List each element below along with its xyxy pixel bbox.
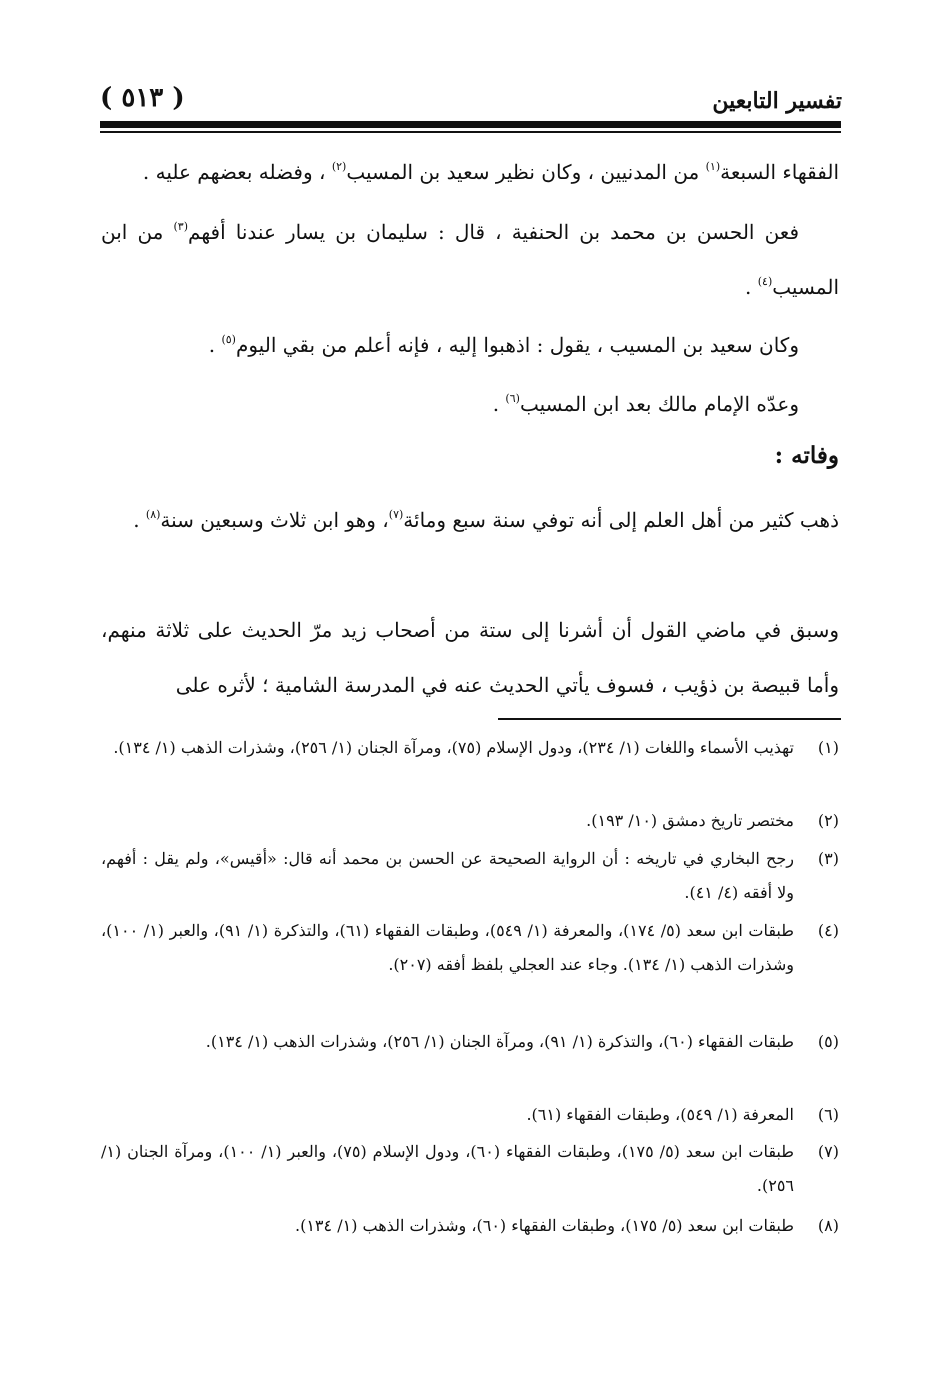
- section-heading: وفاته :: [774, 442, 839, 469]
- footnote-1: [101, 731, 839, 765]
- footnote-ref[interactable]: (٦): [505, 392, 520, 405]
- footnote-6: [101, 1098, 839, 1132]
- footnote-ref[interactable]: (١): [705, 160, 721, 173]
- footnote-number: (٦): [817, 1105, 839, 1124]
- footnote-number: (٨): [817, 1216, 839, 1235]
- footnote-text: طبقات ابن سعد (٥/ ١٧٥)، وطبقات الفقهاء (٦٠)، ودول الإسلام (٧٥)، والعبر (١/ ١٠٠)، ومرآة الجنان (١/ ٢٥٦).: [101, 1142, 794, 1195]
- footnote-number: (٣): [817, 849, 839, 868]
- footnote-5: [101, 1025, 839, 1059]
- footnote-text: تهذيب الأسماء واللغات (١/ ٢٣٤)، ودول الإسلام (٧٥)، ومرآة الجنان (١/ ٢٥٦)، وشذرات الذهب (١/ ١٣٤).: [113, 738, 794, 757]
- header-rule-thick: [100, 121, 841, 128]
- footnote-number: (٢): [817, 811, 839, 830]
- paragraph-2: فعن الحسن بن محمد بن الحنفية ، قال : سليمان بن يسار عندنا أفهم$^{(٣)}$ من ابن المسيب$^{(٤)}$ .: [101, 220, 839, 299]
- footnote-text: المعرفة (١/ ٥٤٩)، وطبقات الفقهاء (٦١).: [526, 1105, 794, 1124]
- paragraph-6: وسبق في ماضي القول أن أشرنا إلى ستة من أصحاب زيد مرّ الحديث على ثلاثة منهم، وأما قبيصة بن ذؤيب ، فسوف يأتي الحديث عنه في المدرسة الشامية ؛ لأثره على: [101, 618, 839, 697]
- footnote-ref[interactable]: (٥): [221, 333, 236, 346]
- footnote-ref[interactable]: (٢): [331, 160, 347, 173]
- paragraph-5: ذهب كثير من أهل العلم إلى أنه توفي سنة سبع ومائة$^{(٧)}$، وهو ابن ثلاث وسبعين سنة$^{(٨)}$ .: [133, 508, 839, 532]
- footnote-text: طبقات ابن سعد (٥/ ١٧٤)، والمعرفة (١/ ٥٤٩)، وطبقات الفقهاء (٦١)، والتذكرة (١/ ٩١)، والعبر (١/ ١٠٠)، وشذرات الذهب (١/ ١٣٤). وجاء عند العجلي بلفظ أفقه (٢٠٧).: [101, 921, 794, 974]
- footnote-ref[interactable]: (٨): [145, 508, 161, 521]
- footnote-number: (٤): [817, 921, 839, 940]
- footnote-text: طبقات ابن سعد (٥/ ١٧٥)، وطبقات الفقهاء (٦٠)، وشذرات الذهب (١/ ١٣٤).: [295, 1216, 794, 1235]
- footnote-4: [101, 914, 839, 982]
- footnote-3: [101, 842, 839, 910]
- footnote-ref[interactable]: (٧): [388, 508, 404, 521]
- paragraph-1: الفقهاء السبعة$^{(١)}$ من المدنيين ، وكان نظير سعيد بن المسيب$^{(٢)}$ ، وفضله بعضهم عليه .: [142, 160, 839, 184]
- footnote-ref[interactable]: (٤): [757, 275, 773, 288]
- footnote-number: (٥): [817, 1032, 839, 1051]
- header-rule-thin: [100, 131, 841, 133]
- paragraph-4: وعدّه الإمام مالك بعد ابن المسيب$^{(٦)}$ .: [492, 392, 799, 416]
- footnote-text: رجح البخاري في تاريخه : أن الرواية الصحيحة عن الحسن بن محمد أنه قال: «أقيس»، ولم يقل : أفهم، ولا أفقه (٤/ ٤١).: [101, 849, 795, 902]
- footnote-ref[interactable]: (٣): [173, 220, 189, 233]
- footnote-7: [101, 1135, 839, 1203]
- footnote-2: [101, 804, 839, 838]
- running-title: تفسير التابعين: [712, 88, 842, 114]
- footnote-text: مختصر تاريخ دمشق (١٠/ ١٩٣).: [586, 811, 794, 830]
- page-number: ( ٥١٣ ): [100, 83, 185, 113]
- footnote-8: [101, 1209, 839, 1243]
- footnote-number: (٧): [817, 1142, 839, 1161]
- paragraph-3: وكان سعيد بن المسيب ، يقول : اذهبوا إليه ، فإنه أعلم من بقي اليوم$^{(٥)}$ .: [208, 333, 799, 357]
- footnote-text: طبقات الفقهاء (٦٠)، والتذكرة (١/ ٩١)، ومرآة الجنان (١/ ٢٥٦)، وشذرات الذهب (١/ ١٣٤).: [205, 1032, 794, 1051]
- footnote-separator: [498, 718, 841, 720]
- footnote-number: (١): [817, 738, 839, 757]
